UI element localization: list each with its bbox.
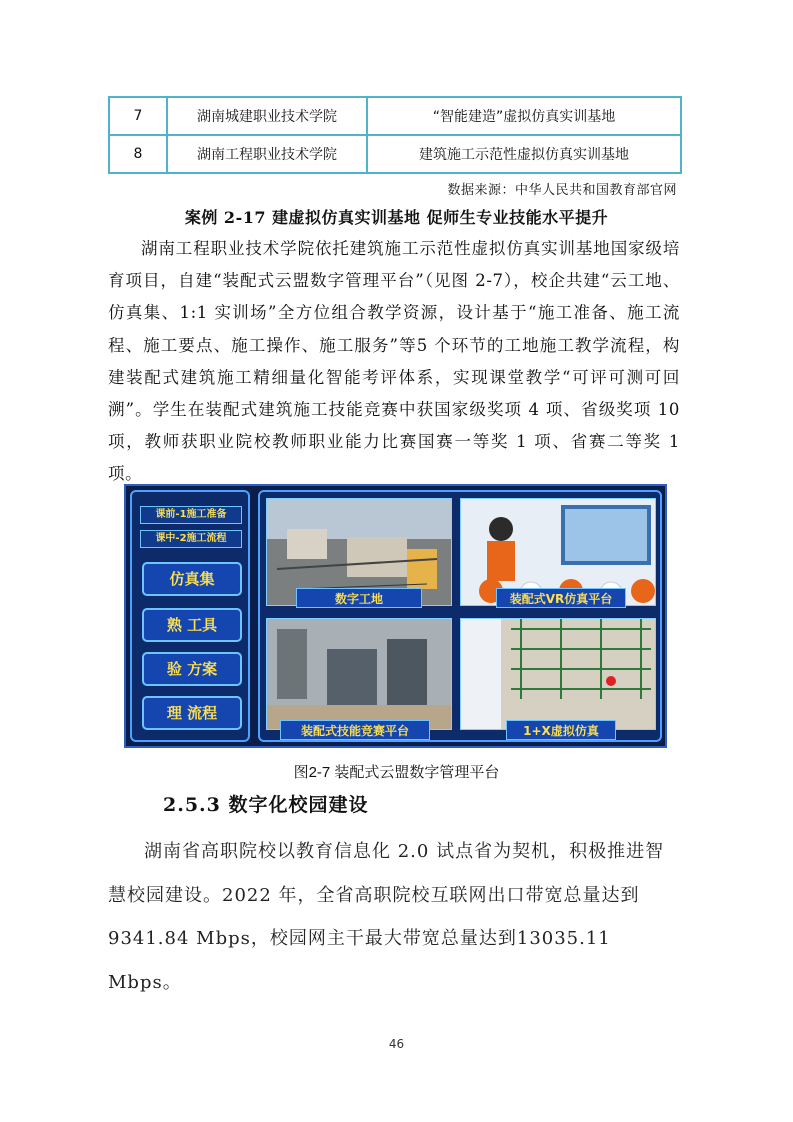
section-paragraph <box>108 830 682 1004</box>
panel-caption: 1+X虚拟仿真 <box>506 720 616 740</box>
institution-table <box>108 96 682 174</box>
onex-simulation-image <box>460 618 656 730</box>
platform-figure <box>124 484 667 748</box>
table-row <box>109 135 681 173</box>
base-name: “智能建造”虚拟仿真实训基地 <box>367 97 681 135</box>
menu-item-process: 课中-2施工流程 <box>140 530 242 548</box>
table-row <box>109 97 681 135</box>
competition-platform-image <box>266 618 452 730</box>
figure-caption: 图2-7 装配式云盟数字管理平台 <box>293 764 500 781</box>
panel-caption: 装配式技能竞赛平台 <box>280 720 430 740</box>
panel-caption: 装配式VR仿真平台 <box>496 588 626 608</box>
school-name: 湖南工程职业技术学院 <box>167 135 367 173</box>
panel-caption: 数字工地 <box>296 588 422 608</box>
section-body-text: 湖南省高职院校以教育信息化 2.0 试点省为契机，积极推进智慧校园建设。2022 年，全省高职院校互联网出口带宽总量达到 9341.84 Mbps，校园网主干最大带宽总量达到13035.11 Mbps。 <box>108 841 665 993</box>
menu-item-prep: 课前-1施工准备 <box>140 506 242 524</box>
row-number: 7 <box>109 97 167 135</box>
section-heading: 2.5.3 数字化校园建设 <box>163 794 369 816</box>
case-title: 案例 2-17 建虚拟仿真实训基地 促师生专业技能水平提升 <box>184 208 609 227</box>
menu-item-simulation: 仿真集 <box>142 562 242 596</box>
rebar-scaffold-illustration <box>461 619 656 730</box>
school-name: 湖南城建职业技术学院 <box>167 97 367 135</box>
menu-item-tools: 熟 工具 <box>142 608 242 642</box>
base-name: 建筑施工示范性虚拟仿真实训基地 <box>367 135 681 173</box>
row-number: 8 <box>109 135 167 173</box>
menu-item-flow: 理 流程 <box>142 696 242 730</box>
data-source-note: 数据来源：中华人民共和国教育部官网 <box>447 183 677 198</box>
case-body-text: 湖南工程职业技术学院依托建筑施工示范性虚拟仿真实训基地国家级培育项目，自建“装配式云盟数字管理平台”（见图 2-7），校企共建“云工地、仿真集、1:1 实训场”全方位组合教学资源，设计基于“施工准备、施工流程、施工要点、施工操作、施工服务”等5 个环节的工地施工教学流程，构建装配式建筑施工精细量化智能考评体系，实现课堂教学“可评可测可回溯”。学生在装配式建筑施工技能竞赛中获国家级奖项 4 项、省级奖项 10 项，教师获职业院校教师职业能力比赛国赛一等奖 1 项、省赛二等奖 1 项。 <box>108 239 680 484</box>
prefab-components-illustration <box>267 619 452 730</box>
page-number: 46 <box>388 1037 405 1051</box>
figure-panels <box>258 490 662 742</box>
case-paragraph <box>108 233 680 491</box>
figure-menu-panel <box>130 490 250 742</box>
menu-item-plan: 验 方案 <box>142 652 242 686</box>
